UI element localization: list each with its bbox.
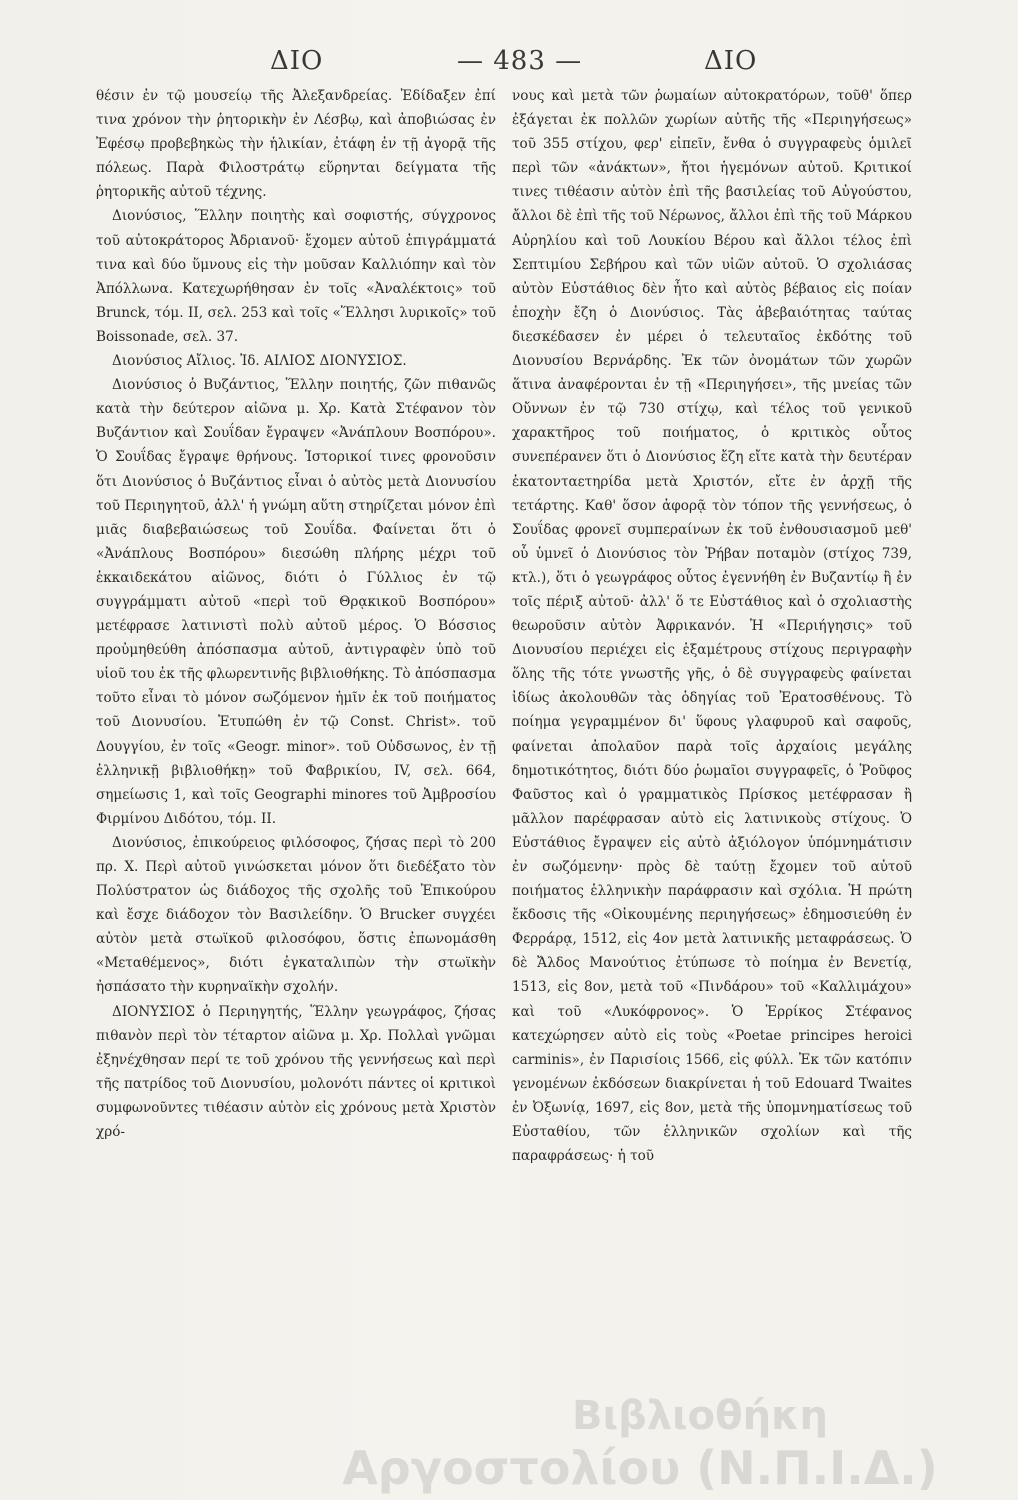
right-column bbox=[512, 84, 912, 1168]
paragraph: νους καὶ μετὰ τῶν ῥωμαίων αὐτοκρατόρων, τοῦθ' ὅπερ ἐξάγεται ἐκ πολλῶν χωρίων αὐτῆς τῆς «Περιηγήσεως» τοῦ 355 στίχου, φερ' εἰπεῖν, ἔνθα ὁ συγγραφεὺς ὁμιλεῖ περὶ τῶν «ἀνάκτων», ἤτοι ἡγεμόνων αὐτοῦ. Κριτικοί τινες τιθέασιν αὐτὸν ἐπὶ τῆς βασιλείας τοῦ Αὐγούστου, ἄλλοι δὲ ἐπὶ τῆς τοῦ Νέρωνος, ἄλλοι ἐπὶ τῆς τοῦ Μάρκου Αὐρηλίου καὶ τοῦ Λουκίου Βέρου καὶ ἄλλοι τέλος ἐπὶ Σεπτιμίου Σεβήρου καὶ τῶν υἱῶν αὐτοῦ. Ὁ σχολιάσας αὐτὸν Εὐστάθιος δὲν ἦτο καὶ αὐτὸς βέβαιος εἰς ποίαν ἐποχὴν ἔζη ὁ Διονύσιος. Τὰς ἀβεβαιότητας ταύτας διεσκέδασεν ἐν μέρει ὁ τελευταῖος ἐκδότης τοῦ Διονυσίου Βερνάρδης. Ἐκ τῶν ὀνομάτων τῶν χωρῶν ἅτινα ἀναφέρονται ἐν τῇ «Περιηγήσει», τῆς μνείας τῶν Οὔννων ἐν τῷ 730 στίχῳ, καὶ τέλος τοῦ γενικοῦ χαρακτῆρος τοῦ ποιήματος, ὁ κριτικὸς οὗτος συνεπέρανεν ὅτι ὁ Διονύσιος ἔζη εἴτε κατὰ τὴν δευτέραν ἑκατονταετηρίδα μετὰ Χριστόν, εἴτε ἐν ἀρχῇ τῆς τετάρτης. Καθ' ὅσον ἀφορᾷ τὸν τόπον τῆς γεννήσεως, ὁ Σουΐδας φρονεῖ συμπεραίνων ἐκ τοῦ ἐνθουσιασμοῦ μεθ' οὗ ὑμνεῖ ὁ Διονύσιος τὸν Ῥήβαν ποταμὸν (στίχος 739, κτλ.), ὅτι ὁ γεωγράφος οὗτος ἐγεννήθη ἐν Βυζαντίῳ ἢ ἐν τοῖς πέριξ αὐτοῦ· ἀλλ' ὅ τε Εὐστάθιος καὶ ὁ σχολιαστὴς θεωροῦσιν αὐτὸν Ἀφρικανόν. Ἡ «Περιήγησις» τοῦ Διονυσίου περιέχει εἰς ἑξαμέτρους στίχους περιγραφὴν ὅλης τῆς τότε γνωστῆς γῆς, ὁ δὲ συγγραφεὺς φαίνεται ἰδίως ἀκολουθῶν τὰς ὁδηγίας τοῦ Ἐρατοσθένους. Τὸ ποίημα γεγραμμένον δι' ὕφους γλαφυροῦ καὶ σαφοῦς, φαίνεται ἀπολαῦον παρὰ τοῖς ἀρχαίοις μεγάλης δημοτικότητος, διότι δύο ῥωμαῖοι συγγραφεῖς, ὁ Ῥοῦφος Φαῦστος καὶ ὁ γραμματικὸς Πρίσκος μετέφρασαν ἢ μᾶλλον παρέφρασαν αὐτὸ εἰς λατινικοὺς στίχους. Ὁ Εὐστάθιος ἔγραψεν εἰς αὐτὸ ἀξιόλογον ὑπόμνημάτισιν ἐν σωζόμενην· πρὸς δὲ ταύτῃ ἔχομεν τοῦ αὐτοῦ ποιήματος ἑλληνικὴν παράφρασιν καὶ σχόλια. Ἡ πρώτη ἔκδοσις τῆς «Οἰκουμένης περιηγήσεως» ἐδημοσιεύθη ἐν Φερράρᾳ, 1512, εἰς 4ον μετὰ λατινικῆς μεταφράσεως. Ὁ δὲ Ἄλδος Μανούτιος ἐτύπωσε τὸ ποίημα ἐν Βενετίᾳ, 1513, εἰς 8ον, μετὰ τοῦ «Πινδάρου» τοῦ «Καλλιμάχου» καὶ τοῦ «Λυκόφρονος». Ὁ Ἑρρίκος Στέφανος κατεχώρησεν αὐτὸ εἰς τοὺς «Poetae principes heroici carminis», ἐν Παρισίοις 1566, εἰς φύλλ. Ἐκ τῶν κατόπιν γενομένων ἐκδόσεων διακρίνεται ἡ τοῦ Edouard Twaites ἐν Ὀξωνίᾳ, 1697, εἰς 8ον, μετὰ τῆς ὑπομνηματίσεως τοῦ Εὐσταθίου, τῶν ἑλληνικῶν σχολίων καὶ τῆς παραφράσεως· ἡ τοῦ bbox=[512, 88, 912, 1165]
library-watermark bbox=[300, 1390, 980, 1494]
page-number: — 483 — bbox=[457, 46, 583, 76]
paragraph: Διονύσιος Αἴλιος. Ἰδ. ΑΙΛΙΟΣ ΔΙΟΝΥΣΙΟΣ. bbox=[112, 353, 407, 370]
header-left-keyword: ΔΙΟ bbox=[270, 46, 324, 76]
watermark-line: Αργοστολίου (Ν.Π.Ι.Δ.) bbox=[342, 1441, 938, 1495]
header-right-keyword: ΔΙΟ bbox=[704, 46, 758, 76]
paragraph: θέσιν ἐν τῷ μουσείῳ τῆς Ἀλεξανδρείας. Ἐδίδαξεν ἐπί τινα χρόνον τὴν ῥητορικὴν ἐν Λέσβῳ, καὶ ἀποβιώσας ἐν Ἐφέσῳ προβεβηκὼς τὴν ἡλικίαν, ἐτάφη ἐν τῇ ἀγορᾷ τῆς πόλεως. Παρὰ Φιλοστράτῳ εὕρηνται δείγματα τῆς ῥητορικῆς αὐτοῦ τέχνης. bbox=[96, 88, 496, 201]
watermark-line: Βιβλιοθήκη bbox=[572, 1393, 828, 1439]
page-header bbox=[82, 46, 952, 86]
paragraph: Διονύσιος, ἐπικούρειος φιλόσοφος, ζήσας περὶ τὸ 200 πρ. Χ. Περὶ αὐτοῦ γινώσκεται μόνον ὅτι διεδέξατο τὸν Πολύστρατον ὡς διάδοχος τῆς σχολῆς τοῦ Ἐπικούρου καὶ ἔσχε διάδοχον τὸν Βασιλείδην. Ὁ Brucker συγχέει αὐτὸν μετὰ στωϊκοῦ φιλοσόφου, ὅστις ἐπωνομάσθη «Μεταθέμενος», διότι ἐγκαταλιπὼν τὴν στωϊκὴν ἠσπάσατο τὴν κυρηναϊκὴν σχολήν. bbox=[96, 834, 496, 996]
paragraph: Διονύσιος, Ἕλλην ποιητὴς καὶ σοφιστής, σύγχρονος τοῦ αὐτοκράτορος Ἀδριανοῦ· ἔχομεν αὐτοῦ ἐπιγράμματά τινα καὶ δύο ὕμνους εἰς τὴν μοῦσαν Καλλιόπην καὶ τὸν Ἀπόλλωνα. Κατεχωρήθησαν ἐν τοῖς «Ἀναλέκτοις» τοῦ Brunck, τόμ. ΙΙ, σελ. 253 καὶ τοῖς «Ἕλλησι λυρικοῖς» τοῦ Boissonade, σελ. 37. bbox=[96, 208, 496, 345]
paragraph: ΔΙΟΝΥΣΙΟΣ ὁ Περιηγητής, Ἕλλην γεωγράφος, ζήσας πιθανὸν περὶ τὸν τέταρτον αἰῶνα μ. Χρ. Πολλαὶ γνῶμαι ἐξηνέχθησαν περί τε τοῦ χρόνου τῆς γεννήσεως καὶ περὶ τῆς πατρίδος τοῦ Διονυσίου, μολονότι πάντες οἱ κριτικοὶ συμφωνοῦντες τιθέασιν αὐτὸν εἰς χρόνους μετὰ Χριστὸν χρό- bbox=[96, 1003, 496, 1141]
paragraph: Διονύσιος ὁ Βυζάντιος, Ἕλλην ποιητής, ζῶν πιθανῶς κατὰ τὴν δεύτερον αἰῶνα μ. Χρ. Κατὰ Στέφανον τὸν Βυζάντιον καὶ Σουΐδαν ἔγραψεν «Ἀνάπλουν Βοσπόρου». Ὁ Σουΐδας ἔγραψε θρήνους. Ἱστορικοί τινες φρονοῦσιν ὅτι Διονύσιος ὁ Βυζάντιος εἶναι ὁ αὐτὸς μετὰ Διονυσίου τοῦ Περιηγητοῦ, ἀλλ' ἡ γνώμη αὕτη στηρίζεται μόνον ἐπὶ μιᾶς διαβεβαιώσεως τοῦ Σουΐδα. Φαίνεται ὅτι ὁ «Ἀνάπλους Βοσπόρου» διεσώθη πλήρης μέχρι τοῦ ἑκκαιδεκάτου αἰῶνος, διότι ὁ Γύλλιος ἐν τῷ συγγράμματι αὐτοῦ «περὶ τοῦ Θρᾳκικοῦ Βοσπόρου» μετέφρασε λατινιστὶ πολὺ αὐτοῦ μέρος. Ὁ Βόσσιος προὐμηθεύθη ἀπόσπασμα αὐτοῦ, ἀντιγραφὲν ὑπὸ τοῦ υἱοῦ του ἐκ τῆς φλωρεντινῆς βιβλιοθήκης. Τὸ ἀπόσπασμα τοῦτο εἶναι τὸ μόνον σωζόμενον ἡμῖν ἐκ τοῦ ποιήματος τοῦ Διονυσίου. Ἐτυπώθη ἐν τῷ Const. Christ». τοῦ Δουγγίου, ἐν τοῖς «Geogr. minor». τοῦ Οὐδσωνος, ἐν τῇ ἑλληνικῇ βιβλιοθήκῃ» τοῦ Φαβρικίου, IV, σελ. 664, σημείωσις 1, καὶ τοῖς Geographi minores τοῦ Ἀμβροσίου Φιρμίνου Διδότου, τόμ. ΙΙ. bbox=[96, 377, 496, 827]
left-column bbox=[96, 84, 496, 1144]
